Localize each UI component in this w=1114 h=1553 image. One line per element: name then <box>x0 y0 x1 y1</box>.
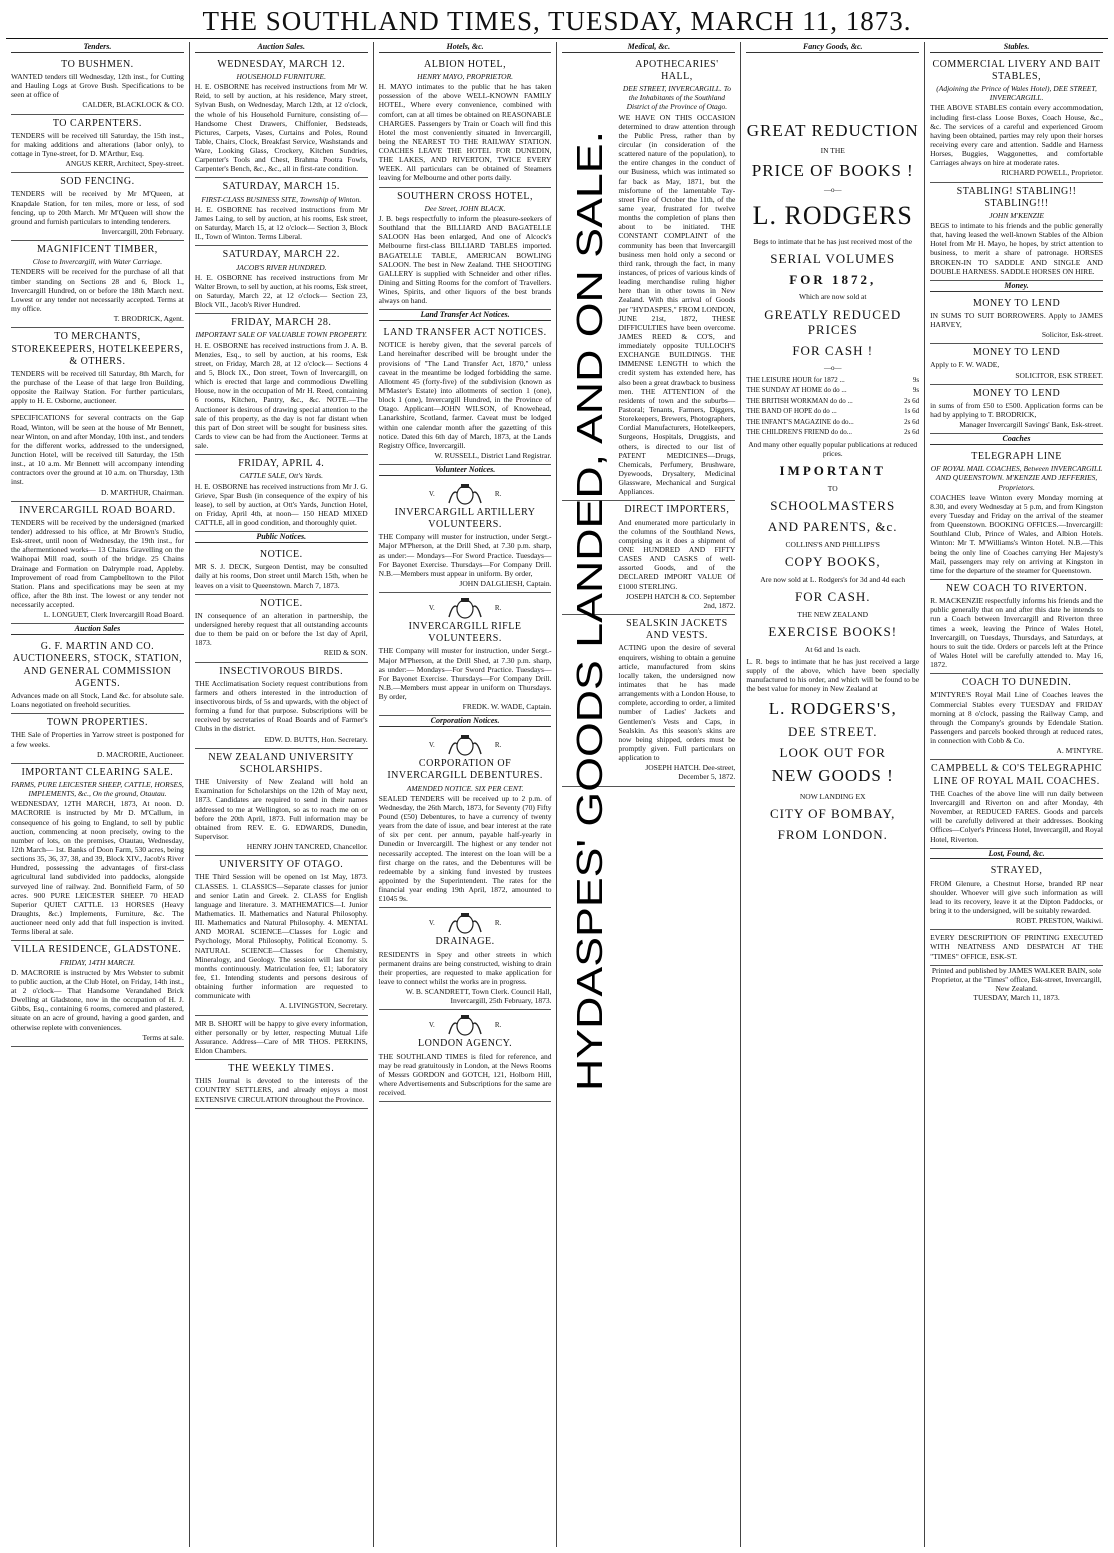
ad-subheading: FARMS, PURE LEICESTER SHEEP, CATTLE, HORSES, IMPLEMENTS, &c., On the ground, Otautau. <box>11 780 184 799</box>
crest-right-letter: R. <box>494 1021 502 1030</box>
ad-body: D. MACRORIE is instructed by Mrs Webster to submit to public auction, at the Club Hotel, on Friday, 14th inst., at 2 o'clock— That Handsome Verandahed Brick Dwelling at Gladstone, now in the occupation of H. J. Gibbs, Esq., containing 6 rooms, cornered and plastered, situate on an acre of ground, having a good garden, and otherwise replete with conveniences. <box>11 967 184 1032</box>
ad-heading: MONEY TO LEND <box>972 297 1061 309</box>
ad-body: WANTED tenders till Wednesday, 12th inst., for Cutting and Hauling Logs at Grove Bush. Specifications to be seen at office of <box>11 71 184 100</box>
ad-signature: JOSEPH HATCH. Dee-street, December 5, 1872. <box>645 763 736 782</box>
masthead-rule <box>6 38 1108 39</box>
ad-subheading: HOUSEHOLD FURNITURE. <box>236 71 327 81</box>
ad-body: MR S. J. DECK, Surgeon Dentist, may be consulted daily at his rooms, Don street until March 15th, when he leaves on a visit to Queenstown. March 7, 1873. <box>194 562 368 590</box>
promo-line: CITY OF BOMBAY, <box>770 805 896 821</box>
headline-line: GREAT REDUCTION <box>746 120 919 140</box>
promo-line: At 6d and 1s each. <box>804 644 861 654</box>
promo-line: TO <box>827 484 838 494</box>
price-list-row <box>746 418 919 427</box>
ad-heading: NEW ZEALAND UNIVERSITY SCHOLARSHIPS. <box>208 751 355 775</box>
promo-line: Begs to intimate that he has just received most of the <box>753 236 913 246</box>
ad-heading: MONEY TO LEND <box>972 387 1061 399</box>
advertisement <box>930 385 1103 435</box>
ad-body: TENDERS will be received till Saturday, the 15th inst., for making additions and alterations (labor only), to cottage in Tyne-street, for D. M'Arthur, Esq. <box>11 130 184 158</box>
price-item-price: 1s 6d <box>904 407 920 416</box>
price-item-price: 9s <box>912 375 920 384</box>
ad-body: THE Acclimatisation Society request contributions from farmers and others interested in the introduction of insectivorous birds, of 5s and upwards, with the object of forming a fund for that purpose. Subscriptions will be received by secretaries of Road Boards and of Farmer's Clubs in the district. <box>194 678 368 734</box>
ad-heading: TO BUSHMEN. <box>61 58 134 70</box>
ad-body: H. E. OSBORNE has received instructions from Mr James Laing, to sell by auction, at his rooms, Esk street, on Saturday, March 15, at 12 o'clock— Section 3, Block II., Town of Winton. Terms Liberal. <box>194 204 368 242</box>
price-item-name: THE INFANT'S MAGAZINE do do... <box>746 417 854 426</box>
ad-heading: LONDON AGENCY. <box>418 1038 513 1050</box>
ad-heading: SATURDAY, MARCH 22. <box>222 249 340 261</box>
ad-body: MR B. SHORT will be happy to give every information, either personally or by letter, respecting Mutual Life Assurance. Address—Care of MR THOS. PERKINS, Eldon Chambers. <box>194 1018 368 1055</box>
section-heading: Land Transfer Act Notices. <box>379 310 552 321</box>
section-heading: Tenders. <box>11 42 184 53</box>
section-heading: Stables. <box>930 42 1103 53</box>
advertisement <box>11 638 184 714</box>
ad-heading: NEW COACH TO RIVERTON. <box>945 582 1088 594</box>
ad-heading: STABLING! STABLING!! STABLING!!! <box>956 185 1077 209</box>
advertisement <box>930 183 1103 281</box>
advertisement <box>11 328 184 410</box>
ad-body: And enumerated more particularly in the columns of the Southland News, comprising as it does a shipment of ONE HUNDRED AND FIFTY CASES AND CASKS of well-assorted Goods, and of the DECLARED IMPORT VALUE Of £1000 STERLING. <box>618 517 736 591</box>
crest-left-letter: V. <box>428 919 435 928</box>
ad-heading: WEDNESDAY, MARCH 12. <box>217 58 346 70</box>
advertisement <box>930 580 1103 674</box>
advertisement <box>930 344 1103 384</box>
ad-heading: G. F. MARTIN AND CO. AUCTIONEERS, STOCK, STATION, AND GENERAL COMMISSION AGENTS. <box>12 641 183 689</box>
advertisement <box>195 546 368 595</box>
ad-subheading: Close to Invercargill, with Water Carriage. <box>32 257 163 267</box>
section-heading: Fancy Goods, &c. <box>746 42 919 53</box>
ad-subheading: JACOB'S RIVER HUNDRED. <box>235 262 327 272</box>
royal-crest <box>379 483 552 505</box>
ad-body: NOTICE is hereby given, that the several parcels of Land hereinafter described will be brought under the provisions of "The Land Transfer Act, 1870," unless caveat in the meantime be lodged forbidding the same. Allotment 45 (forty-five) of the subdivision (known as M'Master's Estate) into allotments of section 1 (one), block 1 (one), Invercargill Hundred, in the Province of Otago. Applicant—JOHN WILSON, of Knowehead, Lanarkshire, Scotland, farmer. Caveat must be lodged within one calendar month after the gazetting of this notice. Dated this 6th day of March, 1873, at the Lands Registry Office, Invercargill. <box>378 340 552 450</box>
section-heading: Lost, Found, &c. <box>930 849 1103 860</box>
royal-arms-icon <box>445 912 485 934</box>
ad-subheading: AMENDED NOTICE. SIX PER CENT. <box>406 783 524 793</box>
advertisement <box>11 714 184 764</box>
ad-body: R. MACKENZIE respectfully informs his friends and the public generally that on and after this date he intends to run a Coach between Invercargill and Riverton three times a week, leaving the Prince of Wales Hotel, Invercargill, on Tuesdays, Thursdays, and Saturdays, at hours to suit the tide. Orders or parcels left at the Prince of Wales Hotel will be carefully attended to. May 16, 1872. <box>930 596 1103 670</box>
price-list-row <box>746 407 919 416</box>
ad-body: H. E. OSBORNE has received instructions from J. A. B. Menzies, Esq., to sell by auction, at his rooms, Esk street, on Friday, March 28, at 12 o'clock— Sections 4 and 5, Block IX., Don street, Town of Invercargill, on which is erected that large and commodious Dwelling House, now in the occupation of Mr H. Reed, containing 6 rooms, Kitchen, Pantry, &c., &c. NOTE.—The Auctioneer is desirous of drawing special attention to the sale of this property, as the day is not far distant when this part of Don street will be sought for business sites. Cards to view can be had from the Auctioneer. Terms at sale. <box>194 340 368 451</box>
imprint: Printed and published by JAMES WALKER BAIN, sole Proprietor, at the "Times" office, Esk-street, Invercargill, New Zealand. <box>931 965 1102 993</box>
column-4 <box>556 42 740 1547</box>
section-heading: Public Notices. <box>195 532 368 543</box>
ad-subheading: JOHN M'KENZIE <box>989 210 1044 220</box>
ad-signature: SOLICITOR, ESK STREET. <box>1015 370 1103 380</box>
promo-line: SCHOOLMASTERS <box>770 498 896 514</box>
ad-signature: JOHN DALGLIESH, Captain. <box>459 578 552 588</box>
advertisement <box>195 1060 368 1109</box>
ad-signature: Invercargill, 20th February. <box>101 227 184 236</box>
advertisement <box>195 663 368 749</box>
section-heading: Corporation Notices. <box>379 716 552 727</box>
advertisement <box>930 56 1103 183</box>
royal-arms-icon <box>445 597 485 619</box>
ad-body: J. B. begs respectfully to inform the pleasure-seekers of Southland that the BILLIARD AND BAGATELLE SALOON Has been enlarged, And one of Alcock's Melbourne first-class BILLIARD TABLES imported. BAGATELLE TABLE, AMERICAN BOWLING SALOON. The best in New Zealand. THE SHOOTING GALLERY is supplied with Schneider and other rifles. Dining and Sitting Rooms for the comfort of Travellers. Wines, Spirits, and other liquors of the best brands always on hand. <box>378 213 552 306</box>
price-item-name: THE LEISURE HOUR for 1872 ... <box>746 375 845 384</box>
crest-left-letter: V. <box>428 603 435 612</box>
ad-subheading: FIRST-CLASS BUSINESS SITE, Township of Winton. <box>201 194 362 204</box>
ad-heading: SOUTHERN CROSS HOTEL, <box>397 190 533 202</box>
column-5 <box>740 42 924 1547</box>
masthead: THE SOUTHLAND TIMES, TUESDAY, MARCH 11, 1873. <box>202 6 912 36</box>
royal-arms-icon <box>445 734 485 756</box>
ad-body: THE Sale of Properties in Yarrow street is postponed for a few weeks. <box>11 730 184 749</box>
promo-line: FOR CASH. <box>794 589 871 605</box>
ad-heading: INSECTIVOROUS BIRDS. <box>219 665 344 677</box>
ad-body: IN consequence of an alteration in partnership, the undersigned hereby request that all outstanding accounts due to them be paid on or before the 1st day of April, 1873. <box>194 610 368 648</box>
ad-body: Advances made on all Stock, Land &c. for absolute sale. Loans negotiated on freehold securities. <box>11 690 184 710</box>
crest-right-letter: R. <box>494 740 502 749</box>
vertical-banner <box>562 56 614 1096</box>
imprint-date: TUESDAY, March 11, 1873. <box>973 993 1060 1003</box>
crest-right-letter: R. <box>494 603 502 612</box>
royal-arms-icon <box>445 483 485 505</box>
promo-line: AND PARENTS, &c. <box>767 519 898 535</box>
ad-signature: A. LIVINGSTON, Secretary. <box>279 1001 368 1011</box>
advertisement <box>930 760 1103 848</box>
advertisement <box>195 856 368 1015</box>
ad-body: THE University of New Zealand will hold an Examination for Scholarships on the 12th of May next, 1873. Candidates are required to send in their names addressed to me at Wellington, so as to reach me on or before the 20th April, 1873. Full information may be obtained from REV. E. G. EDWARDS, Dunedin, Supervisor. <box>194 777 368 841</box>
ad-heading: FRIDAY, MARCH 28. <box>231 317 332 329</box>
crest-right-letter: R. <box>494 489 502 498</box>
price-item-price: 2s 6d <box>904 396 920 405</box>
advertisement <box>11 502 184 625</box>
ad-body: THE Company will muster for instruction, under Sergt.-Major M'Pherson, at the Drill Shed, at 7.30 p.m. sharp, as under:— Mondays—For Sword Practice. Tuesdays—For Bayonet Exercise. Thursdays—For Company Drill. N.B.—Members must appear in uniform on Thursdays. By order, <box>378 646 552 702</box>
column-1 <box>6 42 189 1547</box>
ad-heading: INVERCARGILL RIFLE VOLUNTEERS. <box>408 621 522 645</box>
ad-body: SPECIFICATIONS for several contracts on the Gap Road, Winton, will be seen at the house of Mr Bennett, near Winton, on and after Monday, 10th inst., and tenders for the different works, addressed to the undersigned, Junction Hotel, will be received till Saturday, the 15th inst., at 10 a.m. Mr Bennett will accompany intending contractors over the ground at 10 a.m. on Thursday, 13th inst. <box>11 413 184 487</box>
spacer <box>746 56 919 116</box>
advertisement <box>195 595 368 663</box>
ad-body: Apply to F. W. WADE, <box>930 360 1000 370</box>
ad-heading: SATURDAY, MARCH 15. <box>222 181 340 193</box>
ad-heading: INVERCARGILL ARTILLERY VOLUNTEERS. <box>394 506 536 531</box>
ad-subheading: HENRY MAYO, PROPRIETOR. <box>417 71 514 81</box>
price-list-row <box>746 428 919 437</box>
headline-line: PRICE OF BOOKS ! <box>751 160 914 180</box>
promo-line: NOW LANDING EX <box>799 791 866 801</box>
section-heading: Auction Sales. <box>195 42 368 53</box>
ad-heading: COACH TO DUNEDIN. <box>961 677 1072 689</box>
ad-heading: MAGNIFICENT TIMBER, <box>37 244 158 256</box>
advertisement <box>11 764 184 942</box>
advertisement <box>11 115 184 174</box>
promo-line: L. RODGERS'S, <box>768 698 897 718</box>
ad-heading: SOD FENCING. <box>60 176 135 188</box>
ad-heading: TELEGRAPH LINE <box>971 451 1062 463</box>
price-list-row <box>746 397 919 406</box>
royal-arms-icon <box>445 1014 485 1036</box>
ad-body: M'INTYRE'S Royal Mail Line of Coaches leaves the Commercial Stables every TUESDAY and FRIDAY morning at 8 o'clock, passing the Railway Camp, and through the Company's grounds by Edendale Station. Passengers and parcels booked through at reduced rates, in connection with Cobb & Co. <box>930 690 1103 746</box>
advertisement <box>195 749 368 857</box>
advertisement <box>11 241 184 328</box>
ad-signature: JOSEPH HATCH & CO. September 2nd, 1872. <box>625 591 736 610</box>
promo-line: SERIAL VOLUMES <box>770 250 896 266</box>
crest-left-letter: V. <box>428 740 435 749</box>
ad-body: ACTING upon the desire of several enquirers, wishing to obtain a genuine article, manufactured from skins locally taken, the undersigned now intimates that he has made arrangements with a London House, to complete, according to order, a limited number of Ladies' Jackets and Gentlemen's Vests and Caps, in Sealskin. As this season's skins are now being shipped, orders must be promptly given. Full particulars on application to <box>618 643 736 763</box>
ad-heading: LAND TRANSFER ACT NOTICES. <box>383 327 547 339</box>
advertisement <box>195 455 368 532</box>
ad-body: WE HAVE ON THIS OCCASION determined to draw attention through the Public Press, rather than by circular (in consideration of the scattered nature of the population), to the entire changes in the conduct of our Business, which was intimated so far back as May, 1871, but the misfortune of the lamentable Tay-street Fire of October the 11th, of the same year, frustrated for twelve months the completion of plans then about to be initiated. THE CONSTANT COMPLAINT of the community has been that Invercargill business men hold only a second or third rank, through the fact, in many instances, of prices of various kinds of leading merchandise ruling higher here than in other towns in New Zealand. With this arrival of Goods per "HYDASPES," FROM LONDON, JUNE 21st, 1872, THESE DIFFICULTIES have been overcome. JAMES REED & CO'S, and immediately opposite TULLOCH'S EXCHANGE BUILDINGS. THE IMMENSE LENGTH to which the credit system has extended here, has also been a great drawback to business men. THE ATTENTION of the residents of town and the suburbs— Pastoral; Tenants, Farmers, Diggers, Storekeepers, Brewers, Photographers, Cordial Manufacturers, Hotelkeepers, Surgeons, Hospitals, Druggists, and others, is directed to our list of PATENT MEDICINES—Drugs, Chemicals, Perfumery, Brushware, Dyewoods, Drysaltery, Medicinal Glassware, Mechanical and Surgical Appliances. <box>618 112 736 497</box>
advertisement <box>195 1016 368 1061</box>
vertical-banner-svg <box>562 56 614 1096</box>
ad-signature: Solicitor, Esk-street. <box>1041 330 1103 340</box>
ad-signature: HENRY JOHN TANCRED, Chancellor. <box>246 842 368 852</box>
promo-line: COPY BOOKS, <box>784 554 881 570</box>
advertisement <box>379 1010 552 1102</box>
ad-body: in sums of from £50 to £500. Application forms can be had by applying to T. BRODRICK, <box>930 400 1103 420</box>
promo-line: COLLINS'S AND PHILLIPS'S <box>785 539 880 549</box>
ad-body: H. E. OSBORNE has received instructions from Mr J. G. Grieve, Spar Bush (in consequence of the expiry of his lease), to sell by auction, at Ott's Yards, Junction Hotel, on Friday, April 4th, at noon— 150 HEAD MIXED CATTLE, all in good condition, and thoroughly quiet. <box>194 481 368 528</box>
advertisement <box>195 246 368 314</box>
ad-heading: ALBION HOTEL, <box>424 58 507 70</box>
ad-subheading: CATTLE SALE, Ott's Yards. <box>239 471 323 481</box>
ad-body: EVERY DESCRIPTION OF PRINTING EXECUTED WITH NEATNESS AND DESPATCH AT THE "TIMES" OFFICE, ESK-ST. <box>930 933 1103 961</box>
promo-line: EXERCISE BOOKS! <box>768 624 898 640</box>
crest-left-letter: V. <box>428 489 435 498</box>
advertisement <box>379 188 552 311</box>
ad-body: THE Company will muster for instruction, under Sergt.-Major M'Pherson, at the Drill Shed, at 7.30 p.m. sharp, as under:— Mondays—For Sword Practice. Tuesdays—For Bayonet Exercise. Thursdays—For Company Drill. N.B.—Members must appear in uniform. By order, <box>378 532 552 578</box>
ad-signature: D. M'ARTHUR, Chairman. <box>101 487 184 497</box>
advertisement <box>11 56 184 115</box>
ad-signature: T. BRODRICK, Agent. <box>113 314 184 324</box>
ad-signature: FREDK. W. WADE, Captain. <box>462 702 552 712</box>
price-item-name: THE BRITISH WORKMAN do do ... <box>746 396 853 405</box>
ad-body: COACHES leave Winton every Monday morning at 8.30, and every Wednesday at 5 p.m, and from Kingston every Tuesday and Friday on the arrival of the steamer from Queenstown. BOOKING OFFICES.—Invercargill: Southland Club, Prince of Wales, and Albion Hotels. Winton: Mr T. M'Williams's Winton Hotel. N.B.—This being the only line of Coaches carrying Her Majesty's Mail, passengers may rely on arriving at Kingston in time for the departure of the steamer for Queenstown. <box>930 492 1103 575</box>
ad-heading: MONEY TO LEND <box>972 347 1061 359</box>
ad-body: BEGS to intimate to his friends and the public generally that, having leased the well-known Stables of the Albion Hotel from Mr H. Mayo, he hopes, by strict attention to business, to merit a share of patronage. HORSES BROKEN-IN TO SADDLE AND SINGLE AND DOUBLE HARNESS. SADDLE HORSES ON HIRE. <box>930 221 1103 276</box>
promo-line: THE NEW ZEALAND <box>797 609 869 619</box>
ad-heading: APOTHECARIES' HALL, <box>635 58 719 82</box>
headline-line: IN THE <box>820 146 845 156</box>
advertisement <box>930 295 1103 345</box>
ad-heading: VILLA RESIDENCE, GLADSTONE. <box>13 944 182 956</box>
ad-heading: CAMPBELL & CO'S TELEGRAPHIC LINE OF ROYAL MAIL COACHES. <box>930 763 1103 787</box>
crest-left-letter: V. <box>428 1021 435 1030</box>
ad-body: THIS Journal is devoted to the interests of the COUNTRY SETTLERS, and already enjoys a most EXTENSIVE CIRCULATION throughout the Province. <box>194 1076 368 1104</box>
section-heading: Money. <box>930 281 1103 292</box>
advertisement <box>11 173 184 241</box>
ad-body: WEDNESDAY, 12TH MARCH, 1873, At noon. D. MACRORIE is instructed by Mr D. M'Callum, in consequence of his going to England, to sell by public auction, commencing at noon precisely, owing to the number of lots, on the premises, Otautau, Wednesday, 12th March— 1st. Banks of Doon Farm, 530 acres, being sections 35, 36, 37, 38, and 39, Block XIV., Jacob's River Hundred, possessing the advantages of first-class agricultural land subdivided into paddocks, alongside surveyed line of railway. 2nd. Bonnifield Farm, of 50 acres. 900 PURE LEICESTER SHEEP. 70 HEAD Superior QUIET CATTLE. 13 HORSES (Heavy Draughts, &c.) Implements, Furniture, &c. The auctioneer need only add that full inspection is invited. Terms liberal at sale. <box>11 799 184 937</box>
crest-right-letter: R. <box>494 919 502 928</box>
vertical-banner-text: HYDASPES' GOODS LANDED, AND ON SALE. <box>569 317 611 1091</box>
ad-body: THE SOUTHLAND TIMES is filed for reference, and may be read gratuitously in London, at the News Rooms of Messrs GORDON and GOTCH, 121, Holborn Hill, where Advertisements and Subscriptions for the same are received. <box>378 1051 552 1098</box>
section-heading: Volunteer Notices. <box>379 465 552 476</box>
advertisement <box>195 56 368 179</box>
ad-heading: TO MERCHANTS, STOREKEEPERS, HOTELKEEPERS, & OTHERS. <box>11 331 184 367</box>
price-list-row <box>746 376 919 385</box>
section-heading: Medical, &c. <box>562 42 735 53</box>
ad-body: H. MAYO intimates to the public that he has taken possession of the above WELL-KNOWN FAMILY HOTEL, Where every convenience, combined with comfort, can at all times be obtained on REASONABLE CHARGES. Passengers by Train or Coach will find this Hotel the most conveniently situated in Invercargill, being the NEAREST TO THE RAILWAY STATION. COACHES LEAVE THE HOTEL FOR DUNEDIN, THE LAKES, AND RIVERTON, TWICE EVERY WEEK. All particulars can be obtained of Steamers leaving for Melbourne and other ports daily. <box>378 82 552 183</box>
promo-line: FROM LONDON. <box>777 826 888 842</box>
ad-signature: L. LONGUET, Clerk Invercargill Road Board. <box>43 610 184 620</box>
ad-heading: STRAYED, <box>990 865 1043 877</box>
ad-body: TENDERS will be received for the purchase of all that timber standing on Sections 28 and 6, Block 1., Invercargill Hundred, on or before the 18th March next. Lowest or any tender not necessarily accepted. Terms at my office. <box>11 267 184 314</box>
ad-heading: TO CARPENTERS. <box>52 117 142 129</box>
ad-subheading: OF ROYAL MAIL COACHES, Between INVERCARGILL AND QUEENSTOWN. M'KENZIE AND JEFFERIES, Proprietors. <box>930 464 1103 492</box>
price-item-name: THE SUNDAY AT HOME do do ... <box>746 386 847 395</box>
column-6 <box>924 42 1108 1547</box>
ad-signature: REID & SON. <box>323 648 368 658</box>
promo-line: Which are now sold at <box>798 292 867 302</box>
promo-line: LOOK OUT FOR <box>779 745 886 761</box>
ad-heading: NOTICE. <box>259 597 303 609</box>
ad-subheading: FRIDAY, 14TH MARCH. <box>59 957 135 967</box>
promo-line: Are now sold at L. Rodgers's for 3d and 4d each <box>760 574 906 584</box>
price-item-price: 2s 6d <box>904 417 920 426</box>
ad-signature: ROBT. PRESTON, Waikiwi. <box>1015 916 1103 926</box>
ad-body: RESIDENTS in Spey and other streets in which permanent drains are being constructed, wishing to drain their properties, are requested to make application for leave to connect whilst the works are in progress. <box>378 949 552 987</box>
advertisement <box>195 314 368 455</box>
ad-heading: UNIVERSITY OF OTAGO. <box>219 859 344 871</box>
ad-signature: D. MACRORIE, Auctioneer. <box>96 749 184 759</box>
price-item-name: THE CHILDREN'S FRIEND do do... <box>746 428 852 437</box>
ad-body: FROM Glenure, a Chestnut Horse, branded RP near shoulder. Whoever will give such information as will lead to its recovery, leave it at the Dipton Paddocks, or bring it to the undersigned, will be suitably rewarded. <box>930 878 1103 916</box>
ad-signature: Manager Invercargill Savings' Bank, Esk-street. <box>959 420 1103 430</box>
ad-subheading: DEE STREET, INVERCARGILL. To the Inhabitants of the Southland District of the Province of Otago. <box>622 84 731 112</box>
ad-heading: DRAINAGE. <box>435 936 495 948</box>
ad-heading: INVERCARGILL ROAD BOARD. <box>19 504 176 516</box>
promo-line: IMPORTANT <box>779 463 886 479</box>
royal-crest <box>379 597 552 619</box>
ad-body: TENDERS will be received by the undersigned (marked tender) addressed to his office, at Mr Brown's Studio, Esk-street, until noon of Wednesday, the 19th inst., for the aftermentioned works— 13 Chains Gravelling on the Waihopai Mill road, south of the bridge. 25 Chains Drainage and Formation on Dalrymple road, Appleby. Improvement of road from Campbelltown to the Pilot Station. Plans and specifications may be seen at my office, after the 8th inst. The lowest or any tender not necessarily accepted. <box>11 517 184 610</box>
ad-heading: NOTICE. <box>259 549 303 561</box>
ad-body: THE Coaches of the above line will run daily between Invercargill and Riverton on and after Monday, 4th November, at REDUCED FARES. Goods and parcels will be carefully delivered at their addresses. Booking Offices—Colyer's Princess Hotel, Invercargill, and Royal Hotel, Riverton. <box>930 788 1103 844</box>
ad-signature: EDW. D. BUTTS, Hon. Secretary. <box>264 734 368 744</box>
price-item-name: THE BAND OF HOPE do do ... <box>746 407 837 416</box>
ad-heading: THE WEEKLY TIMES. <box>228 1063 335 1075</box>
ad-body: THE Third Session will be opened on 1st May, 1873. CLASSES. 1. CLASSICS—Separate classes for junior and senior Latin and Greek. 2. CLASS for English language and literature. 3. MATHEMATICS—I. Junior Mathematics. II. Mathematics and Natural Philosophy. III. Mathematics and Natural Philosophy. 4. MENTAL AND MORAL SCIENCE—Classes for Logic and Psychology, Moral Philosophy, Political Economy. 5. NATURAL SCIENCE—Classes for Chemistry, Mineralogy, and Geology. The session will last for six months continuously. Matriculation fee, £1; laboratory fee, £1. Intending students and persons desirous of obtaining further information are requested to communicate with <box>194 872 368 1001</box>
ad-subheading: (Adjoining the Prince of Wales Hotel), DEE STREET, INVERCARGILL. <box>936 84 1097 103</box>
ad-body: THE ABOVE STABLES contain every accommodation, including first-class Loose Boxes, Coach House, &c., &c. The services of a careful and experienced Groom having been obtained, parties may rely upon their horses receiving every care and attention. Saddle and Harness Horses, Buggies, Waggonettes, and comfortable Carriages always on hire at moderate rates. <box>930 103 1103 168</box>
column-2 <box>189 42 373 1547</box>
advertisement <box>379 593 552 716</box>
ad-heading: DIRECT IMPORTERS, <box>624 504 730 516</box>
ad-signature: CALDER, BLACKLOCK & CO. <box>82 100 184 110</box>
advertisement <box>930 448 1103 580</box>
ad-subheading: Dee Street, JOHN BLACK. <box>424 203 506 213</box>
ad-heading: TOWN PROPERTIES. <box>46 717 148 729</box>
promo-line: FOR 1872, <box>789 271 877 287</box>
promo-line: DEE STREET. <box>787 724 878 740</box>
separator: —o— <box>823 186 842 195</box>
advertisement <box>379 324 552 465</box>
promo-line: And many other equally popular publications at reduced prices. <box>748 439 918 459</box>
ad-body: IN SUMS TO SUIT BORROWERS. Apply to JAMES HARVEY, <box>930 310 1103 329</box>
promo-line: GREATLY REDUCED PRICES <box>764 306 902 338</box>
advertisement <box>930 930 1103 965</box>
advertisement <box>11 941 184 1046</box>
promo-paragraph: L. R. begs to intimate that he has just received a large supply of the above, which have been specially manufactured to his order, and which will be found to be the best value for money in New Zealand at <box>746 657 920 694</box>
ad-signature: W. RUSSELL, District Land Registrar. <box>434 450 552 460</box>
columns <box>6 42 1108 1547</box>
section-heading: Coaches <box>930 434 1103 445</box>
proprietor-name: L. RODGERS <box>752 200 913 230</box>
column-3 <box>373 42 557 1547</box>
ad-heading: SEALSKIN JACKETS AND VESTS. <box>626 618 728 642</box>
advertisement <box>930 862 1103 930</box>
promo-line: NEW GOODS ! <box>771 766 894 786</box>
advertisement <box>195 178 368 246</box>
ad-signature: Terms at sale. <box>142 1032 184 1042</box>
section-heading: Auction Sales <box>11 624 184 635</box>
advertisement <box>930 674 1103 760</box>
advertisement <box>379 56 552 188</box>
ad-heading: IMPORTANT CLEARING SALE. <box>21 766 174 778</box>
royal-crest <box>379 1014 552 1036</box>
price-item-price: 2s 6d <box>904 428 920 437</box>
ad-signature: ANGUS KERR, Architect, Spey-street. <box>65 159 184 169</box>
separator: —o— <box>823 364 842 373</box>
ad-body: TENDERS will be received till Saturday, 8th March, for the purchase of the Lease of that large Iron Building, opposite the Railway Station. For further particulars, apply to H. E. Osborne, auctioneer. <box>11 368 184 406</box>
price-list-row <box>746 386 919 395</box>
advertisement <box>379 908 552 1010</box>
price-item-price: 9s <box>912 386 920 395</box>
ad-signature: A. M'INTYRE. <box>1056 746 1103 756</box>
ad-body: SEALED TENDERS will be received up to 2 p.m. of Wednesday, the 26th March, 1873, for Seventy (70) Fifty Pound (£50) Debentures, to have a currency of twenty years from the date of issue, and bear interest at the rate of six per cent. per annum, payable half-yearly in Dunedin or Invercargill. The highest or any tender not necessarily accepted. The interest on the loan will be a first charge on the rates, and the Debentures will be redeemable by a sinking fund invested by trustees appointed by the Superintendent. The rates for the financial year ending 19th April, 1872, amounted to £1045 9s. <box>378 793 552 904</box>
ad-heading: CORPORATION OF INVERCARGILL DEBENTURES. <box>387 758 543 782</box>
ad-body: H. E. OSBORNE has received instructions from Mr W. Reid, to sell by auction, at his residence, Mary street, Sylvan Bush, on Wednesday, March 12th, at 12 o'clock, the whole of his Household Furniture, consisting of— Handsome Chest Drawers, Chiffonier, Bedsteads, Pictures, Carpets, Vases, Curtains and Poles, Round Table, Chairs, Clock, Breakfast Service, Washstands and Ware, Looking Glass, Crockery, Kitchen Sundries, Carpenter's Tools and Chest, Brahma Pootra Fowls, Carpenter's Bench, &c., &c., all in first-rate condition. <box>194 82 368 174</box>
section-heading: Hotels, &c. <box>379 42 552 53</box>
ad-heading: COMMERCIAL LIVERY AND BAIT STABLES, <box>932 58 1101 82</box>
ad-subheading: IMPORTANT SALE OF VALUABLE TOWN PROPERTY. <box>195 330 368 340</box>
ad-signature: W. B. SCANDRETT, Town Clerk. Council Hall, Invercargill, 25th February, 1873. <box>405 987 552 1006</box>
advertisement <box>379 730 552 908</box>
advertisement <box>379 479 552 593</box>
ad-heading: FRIDAY, APRIL 4. <box>238 458 325 470</box>
ad-signature: RICHARD POWELL, Proprietor. <box>1001 168 1103 178</box>
ad-body: TENDERS will be received by Mr M'Queen, at Knapdale Station, for ten miles, more or less, of sod fencing, up to 20th March. Mr M'Queen will show the ground and furnish particulars to intending tenderers. <box>11 189 184 226</box>
royal-crest <box>379 734 552 756</box>
promo-line: FOR CASH ! <box>792 343 874 359</box>
advertisement <box>11 410 184 501</box>
ad-body: H. E. OSBORNE has received instructions from Mr Walter Brown, to sell by auction, at his rooms, Esk street, on Saturday, March 22, at 12 o'clock— Section 23, Block VII., Jacob's River Hundred. <box>194 272 368 310</box>
royal-crest <box>379 912 552 934</box>
